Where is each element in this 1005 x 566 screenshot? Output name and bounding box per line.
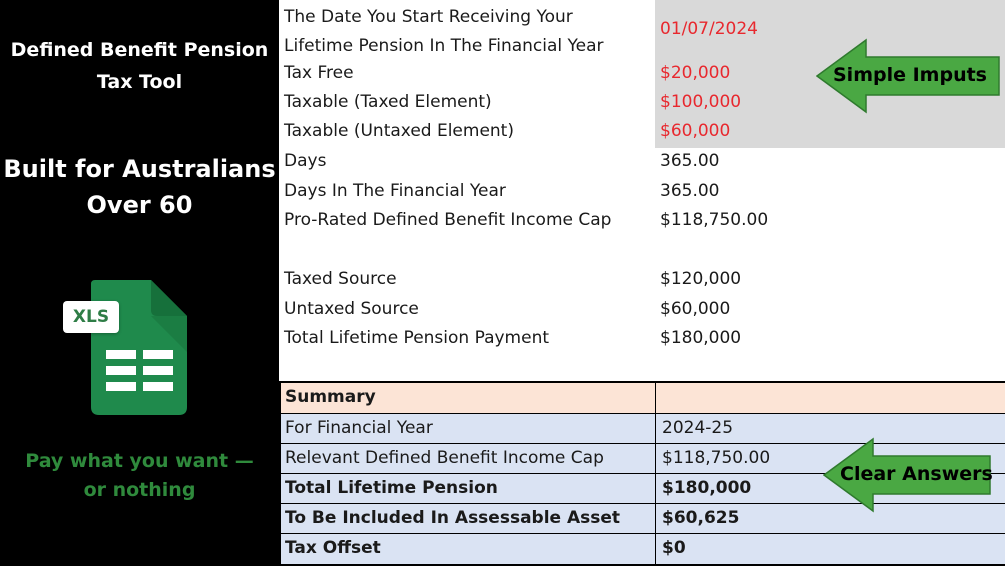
spreadsheet-file-icon bbox=[63, 280, 187, 415]
tax-free-label: Tax Free bbox=[284, 63, 354, 83]
taxed-source-label: Taxed Source bbox=[284, 269, 397, 289]
pay-line1: Pay what you want — bbox=[25, 450, 254, 472]
summary-fy-value: 2024-25 bbox=[662, 418, 734, 438]
pay-line2: or nothing bbox=[83, 479, 196, 501]
summary-header: Summary bbox=[285, 387, 376, 407]
summary-total-value: $180,000 bbox=[662, 478, 752, 498]
promo-title-line2: Tax Tool bbox=[96, 71, 183, 93]
summary-column-divider bbox=[655, 383, 656, 564]
promo-title-line1: Defined Benefit Pension bbox=[10, 39, 269, 61]
promo-subtitle-line1: Built for Australians bbox=[3, 155, 276, 183]
start-date-label-line2: Lifetime Pension In The Financial Year bbox=[284, 36, 604, 56]
summary-offset-label: Tax Offset bbox=[285, 538, 381, 558]
promo-panel bbox=[0, 0, 279, 565]
summary-cap-value: $118,750.00 bbox=[662, 448, 771, 468]
xls-badge: XLS bbox=[63, 301, 119, 333]
promo-title bbox=[0, 34, 279, 98]
days-value: 365.00 bbox=[660, 151, 720, 171]
untaxed-source-value: $60,000 bbox=[660, 299, 731, 319]
days-label: Days bbox=[284, 151, 327, 171]
start-date-label-line1: The Date You Start Receiving Your bbox=[284, 7, 573, 27]
untaxed-element-label: Taxable (Untaxed Element) bbox=[284, 121, 514, 141]
total-payment-value: $180,000 bbox=[660, 328, 742, 348]
summary-row-offset bbox=[281, 533, 1005, 564]
summary-offset-value: $0 bbox=[662, 538, 686, 558]
taxed-element-label: Taxable (Taxed Element) bbox=[284, 92, 492, 112]
tax-free-input[interactable]: $20,000 bbox=[660, 63, 731, 83]
simple-inputs-text: Simple Imputs bbox=[833, 64, 987, 86]
promo-subtitle bbox=[0, 151, 279, 223]
days-fy-label: Days In The Financial Year bbox=[284, 181, 506, 201]
taxed-source-value: $120,000 bbox=[660, 269, 742, 289]
clear-answers-text: Clear Answers bbox=[840, 463, 993, 485]
promo-subtitle-line2: Over 60 bbox=[86, 191, 193, 219]
spreadsheet-area bbox=[279, 0, 1005, 565]
summary-fy-label: For Financial Year bbox=[285, 418, 433, 438]
summary-total-label: Total Lifetime Pension bbox=[285, 478, 498, 498]
pro-rated-cap-value: $118,750.00 bbox=[660, 210, 769, 230]
clear-answers-callout bbox=[823, 437, 991, 513]
untaxed-source-label: Untaxed Source bbox=[284, 299, 419, 319]
summary-assessable-label: To Be Included In Assessable Asset bbox=[285, 508, 621, 528]
summary-assessable-value: $60,625 bbox=[662, 508, 740, 528]
start-date-input[interactable]: 01/07/2024 bbox=[660, 19, 758, 39]
summary-header-row bbox=[281, 383, 1005, 413]
total-payment-label: Total Lifetime Pension Payment bbox=[284, 328, 550, 348]
summary-cap-label: Relevant Defined Benefit Income Cap bbox=[285, 448, 604, 468]
untaxed-element-input[interactable]: $60,000 bbox=[660, 121, 731, 141]
pay-what-you-want-text bbox=[0, 447, 279, 505]
days-fy-value: 365.00 bbox=[660, 181, 720, 201]
simple-inputs-callout bbox=[816, 38, 1000, 114]
pro-rated-cap-label: Pro-Rated Defined Benefit Income Cap bbox=[284, 210, 612, 230]
taxed-element-input[interactable]: $100,000 bbox=[660, 92, 742, 112]
